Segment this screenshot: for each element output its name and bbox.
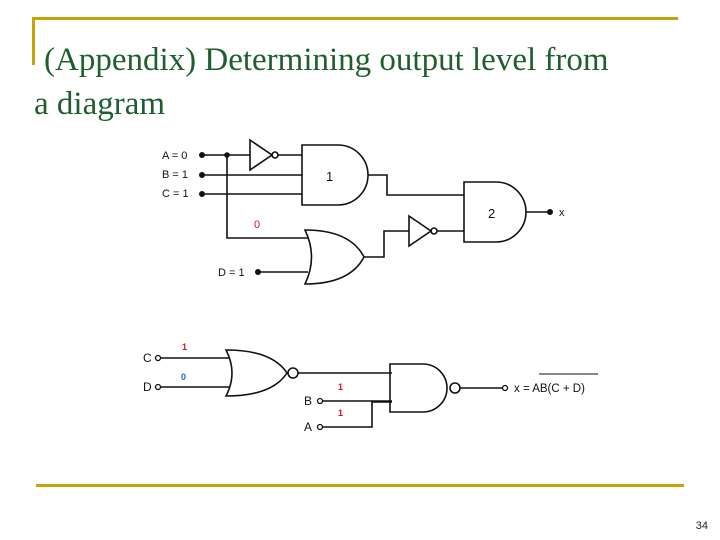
output-x-terminal <box>547 209 553 215</box>
input-b2-terminal <box>318 399 323 404</box>
wire-or-out <box>364 231 409 257</box>
title-line-1: (Appendix) Determining output level from <box>44 42 609 78</box>
title-line-2: a diagram <box>34 86 166 122</box>
output-x2-terminal <box>503 386 508 391</box>
input-a-label: A = 0 <box>162 150 188 162</box>
nand-gate-bubble <box>450 383 460 393</box>
wire-a-down <box>227 155 308 238</box>
input-d2-terminal <box>156 385 161 390</box>
gate-2-label: 2 <box>488 206 496 221</box>
wire-a2 <box>323 402 392 427</box>
nand-b-value: 1 <box>338 382 344 392</box>
output-expression: x = AB(C + D) <box>514 383 585 395</box>
diagram-2 <box>143 342 598 434</box>
input-b2-label: B <box>304 394 313 408</box>
inverter-2 <box>409 216 431 246</box>
input-b-label: B = 1 <box>162 169 188 181</box>
input-c2-value: 1 <box>182 342 188 352</box>
input-d-label: D = 1 <box>218 267 245 279</box>
input-c2-label: C <box>143 351 152 365</box>
input-d2-label: D <box>143 380 152 394</box>
output-x-label: x <box>559 207 565 219</box>
input-d2-value: 0 <box>181 372 187 382</box>
wire-and1-out <box>368 175 464 195</box>
nand-a-value: 1 <box>338 408 344 418</box>
and-gate-1 <box>302 145 368 205</box>
nor-gate-bubble <box>288 368 298 378</box>
or-gate <box>305 230 364 284</box>
page-number: 34 <box>695 520 708 532</box>
input-c-label: C = 1 <box>162 188 189 200</box>
input-c2-terminal <box>156 356 161 361</box>
inverter-1 <box>250 140 272 170</box>
nand-gate <box>390 364 447 412</box>
diagram-1 <box>162 140 565 284</box>
gate-1-label: 1 <box>326 169 334 184</box>
nor-gate <box>226 350 287 396</box>
or-input-value: 0 <box>254 219 261 231</box>
input-a2-label: A <box>304 420 313 434</box>
input-a2-terminal <box>318 425 323 430</box>
